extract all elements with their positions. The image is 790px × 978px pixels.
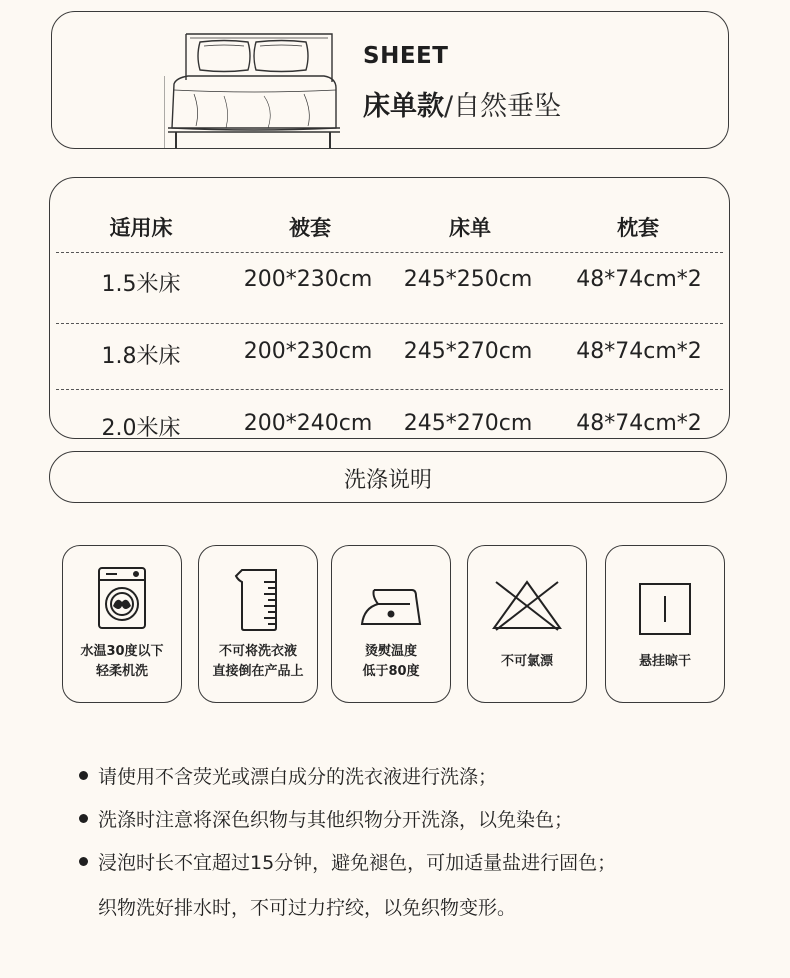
note-text: 请使用不含荧光或漂白成分的洗衣液进行洗涤； xyxy=(98,766,498,788)
cell-sheet: 245*250cm xyxy=(403,267,533,292)
care-caption-2: 轻柔机洗 xyxy=(95,664,148,679)
no-bleach-icon xyxy=(490,578,564,632)
care-caption-1: 悬挂晾干 xyxy=(638,654,691,669)
note-item xyxy=(79,762,497,789)
sheet-label: SHEET xyxy=(363,43,449,69)
drape-text: 自然垂坠 xyxy=(453,91,562,122)
cell-duvet-cover: 200*230cm xyxy=(243,339,373,364)
care-caption-1: 水温30度以下 xyxy=(80,644,164,659)
note-text: 浸泡时长不宜超过15分钟，避免褪色，可加适量盐进行固色； xyxy=(98,852,617,874)
bullet-icon xyxy=(79,814,88,823)
care-card-line-dry xyxy=(605,545,725,703)
care-caption-1: 不可将洗衣液 xyxy=(218,644,297,659)
care-card-no-bleach xyxy=(467,545,587,703)
washing-title: 洗涤说明 xyxy=(343,468,432,493)
note-text: 洗涤时注意将深色织物与其他织物分开洗涤，以免染色； xyxy=(98,809,574,831)
care-caption-2: 低于80度 xyxy=(362,664,420,679)
care-card-detergent xyxy=(198,545,318,703)
cell-sheet: 245*270cm xyxy=(403,411,533,436)
care-caption-1: 不可氯漂 xyxy=(500,654,553,669)
washing-title-bar xyxy=(49,451,727,503)
divider xyxy=(56,389,723,390)
cell-bed-size: 1.5米床 xyxy=(101,272,181,297)
cell-bed-size: 2.0米床 xyxy=(101,416,181,439)
header-sheet: 床单 xyxy=(449,216,491,240)
care-card-iron xyxy=(331,545,451,703)
bed-icon xyxy=(164,32,340,150)
note-item xyxy=(79,848,616,875)
washing-machine-icon xyxy=(97,566,147,630)
note-text: 织物洗好排水时，不可过力拧绞，以免织物变形。 xyxy=(98,897,517,919)
separator: / xyxy=(444,91,454,122)
divider xyxy=(56,323,723,324)
note-item xyxy=(79,805,573,832)
size-table xyxy=(49,177,730,439)
cell-pillowcase: 48*74cm*2 xyxy=(576,267,702,292)
line-dry-icon xyxy=(638,582,692,636)
cell-bed-size: 1.8米床 xyxy=(101,344,181,369)
measuring-cup-icon xyxy=(234,568,282,632)
cell-pillowcase: 48*74cm*2 xyxy=(576,339,702,364)
cell-duvet-cover: 200*230cm xyxy=(243,267,373,292)
note-item xyxy=(79,893,516,920)
product-type: 床单款 xyxy=(363,91,444,122)
header-duvet-cover: 被套 xyxy=(289,216,331,240)
divider xyxy=(56,252,723,253)
care-caption-2: 直接倒在产品上 xyxy=(212,664,304,679)
care-caption-1: 烫熨温度 xyxy=(364,644,417,659)
cell-duvet-cover: 200*240cm xyxy=(243,411,373,436)
header-card xyxy=(51,11,729,149)
header-bed-size: 适用床 xyxy=(109,216,173,240)
bullet-icon xyxy=(79,771,88,780)
bullet-icon xyxy=(79,857,88,866)
cell-pillowcase: 48*74cm*2 xyxy=(576,411,702,436)
cell-sheet: 245*270cm xyxy=(403,339,533,364)
product-line xyxy=(363,84,561,123)
header-pillowcase: 枕套 xyxy=(617,216,659,240)
iron-icon xyxy=(360,586,422,628)
care-card-machine-wash xyxy=(62,545,182,703)
